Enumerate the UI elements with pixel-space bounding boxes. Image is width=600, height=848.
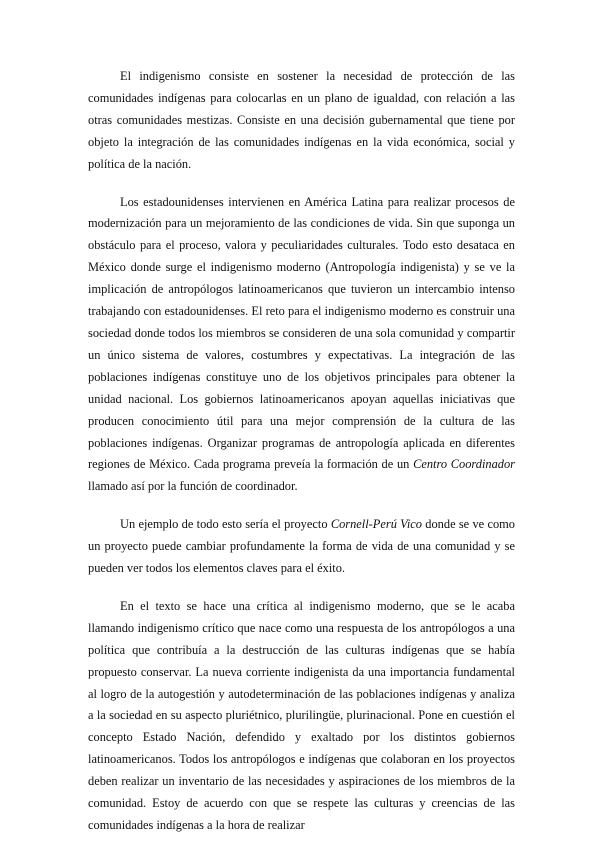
paragraph-text: llamado así por la función de coordinador. <box>88 479 298 494</box>
paragraph-text: El indigenismo consiste en sostener la necesidad de protección de las comunidades indígenas para colocarlas en un plano de igualdad, con relación a las otras comunidades mestizas. Consiste en una decisión gubernamental que tiene por objeto la integración de las comunidades indígenas en la vida económica, social y política de la nación. <box>88 69 515 171</box>
paragraph-text: donde se ve como un proyecto puede cambiar profundamente la forma de vida de una comunidad y se pueden ver todos los elementos claves para el éxito. <box>88 517 516 576</box>
paragraph-text: Los estadounidenses intervienen en América Latina para realizar procesos de modernización para un mejoramiento de las condiciones de vida. Sin que suponga un obstáculo para el proceso, valora y peculiaridades culturales. Todo esto desataca en México donde surge el indigenismo moderno (Antropología indigenista) y se ve la implicación de antropólogos latinoamericanos que tuvieron un intercambio intenso trabajando con estadounidenses. El reto para el indigenismo moderno es construir una sociedad donde todos los miembros se consideren de una sola comunidad y compartir un único sistema de valores, costumbres y expectativas. La integración de las poblaciones indígenas constituye uno de los objetivos principales para obtener la unidad nacional. Los gobiernos latinoamericanos apoyan aquellas iniciativas que producen conocimiento útil para una mejor comprensión de la cultura de las poblaciones indígenas. Organizar programas de antropología aplicada en diferentes regiones de México. Cada programa preveía la formación de un <box>88 194 515 472</box>
paragraph-cornell-project <box>88 514 515 580</box>
paragraph-text: En el texto se hace una crítica al indigenismo moderno, que se le acaba llamando indigenismo crítico que nace como una respuesta de los antropólogos a una política que contribuía a la destrucción de las culturas indígenas que se había propuesto conservar. La nueva corriente indigenista da una importancia fundamental al logro de la autogestión y autodeterminación de las poblaciones indígenas y analiza a la sociedad en su aspecto pluriétnico, plurilingüe, plurinacional. Pone en cuestión el concepto Estado Nación, defendido y exaltado por los distintos gobiernos latinoamericanos. Todos los antropólogos e indígenas que colaboran en los proyectos deben realizar un inventario de las necesidades y aspiraciones de los miembros de la comunidad. Estoy de acuerdo con que se respete las culturas y creencias de las comunidades indígenas a la hora de realizar <box>88 598 515 832</box>
italic-term-centro-coordinador: Centro Coordinador <box>413 457 515 472</box>
paragraph-indigenismo-definition <box>88 66 515 176</box>
paragraph-critical-indigenism <box>88 596 515 837</box>
italic-term-cornell-peru-vico: Cornell-Perú Vico <box>330 517 422 532</box>
paragraph-text: Un ejemplo de todo esto sería el proyecto <box>120 517 331 532</box>
paragraph-modernization <box>88 192 515 499</box>
